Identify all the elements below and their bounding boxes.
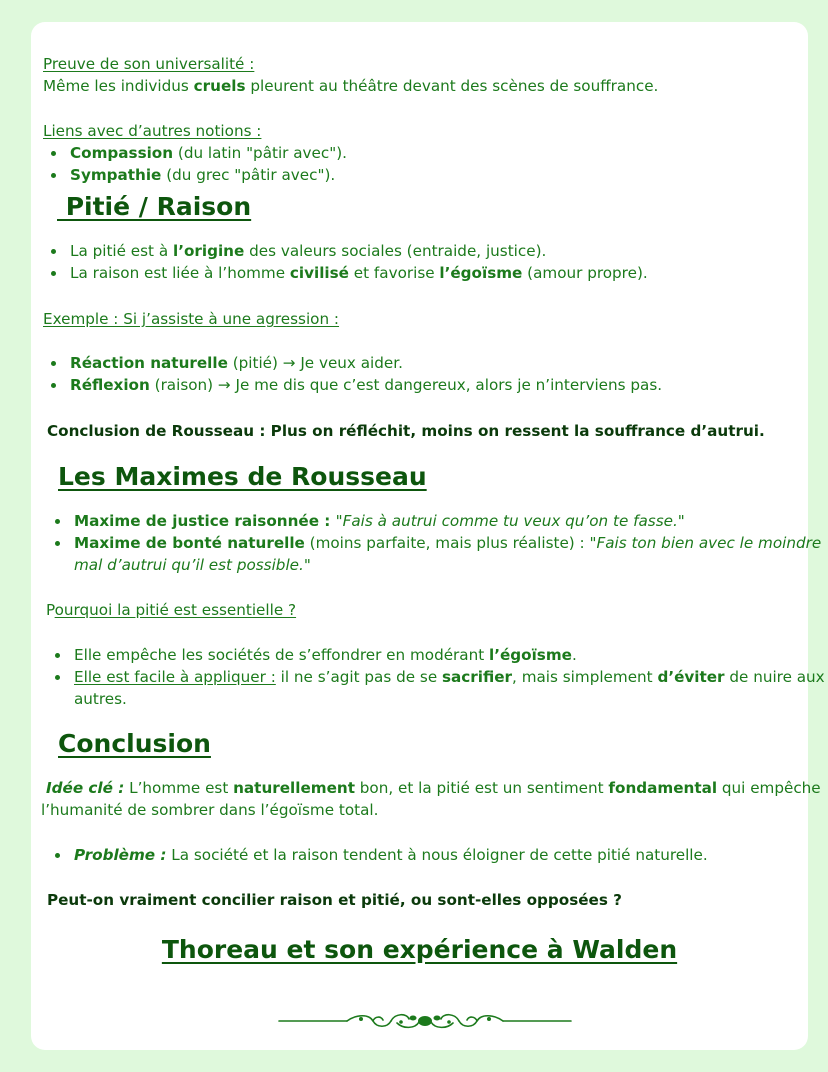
section-title-maximes: Les Maximes de Rousseau: [58, 462, 427, 491]
list-item: Sympathie (du grec "pâtir avec").: [70, 166, 336, 184]
list-item: Réflexion (raison) → Je me dis que c’est dangereux, alors je n’interviens pas.: [70, 376, 663, 394]
document-card: [31, 22, 825, 1050]
list-item: La pitié est à l’origine des valeurs sociales (entraide, justice).: [70, 242, 547, 260]
list-item: Elle est facile à appliquer : il ne s’agit pas de se sacrifier, mais simplement d’éviter de nuire aux: [74, 668, 825, 686]
section-title-conclusion: Conclusion: [58, 729, 211, 758]
list-item: Maxime de bonté naturelle (moins parfaite, mais plus réaliste) : "Fais ton bien avec le moindre: [74, 534, 822, 552]
list-item: Elle empêche les sociétés de s’effondrer en modérant l’égoïsme.: [74, 646, 577, 664]
example-heading: Exemple : Si j’assiste à une agression :: [43, 310, 340, 328]
key-idea-continuation: l’humanité de sombrer dans l’égoïsme total.: [41, 801, 379, 819]
closing-question: Peut-on vraiment concilier raison et pitié, ou sont-elles opposées ?: [47, 891, 622, 909]
why-heading: Pourquoi la pitié est essentielle ?: [46, 601, 297, 619]
section-title-thoreau: Thoreau et son expérience à Walden: [161, 935, 678, 964]
universality-heading: Preuve de son universalité :: [43, 55, 255, 73]
links-heading: Liens avec d’autres notions :: [43, 122, 262, 140]
list-item: Réaction naturelle (pitié) → Je veux aider.: [70, 354, 403, 372]
rousseau-conclusion: Conclusion de Rousseau : Plus on réfléchit, moins on ressent la souffrance d’autrui.: [47, 422, 765, 440]
list-item-continuation: autres.: [74, 690, 127, 708]
list-item-continuation: mal d’autrui qu’il est possible.": [74, 556, 311, 574]
list-item: Problème : La société et la raison tendent à nous éloigner de cette pitié naturelle.: [74, 846, 708, 864]
key-idea: Idée clé : L’homme est naturellement bon, et la pitié est un sentiment fondamental qui empêche: [46, 779, 821, 797]
list-item: Maxime de justice raisonnée : "Fais à autrui comme tu veux qu’on te fasse.": [74, 512, 685, 530]
list-item: Compassion (du latin "pâtir avec").: [70, 144, 347, 162]
list-item: La raison est liée à l’homme civilisé et favorise l’égoïsme (amour propre).: [70, 264, 648, 282]
section-title-pitie-raison: Pitié / Raison: [57, 192, 252, 221]
ornament-divider: [277, 1010, 573, 1032]
universality-text: Même les individus cruels pleurent au théâtre devant des scènes de souffrance.: [43, 77, 659, 95]
